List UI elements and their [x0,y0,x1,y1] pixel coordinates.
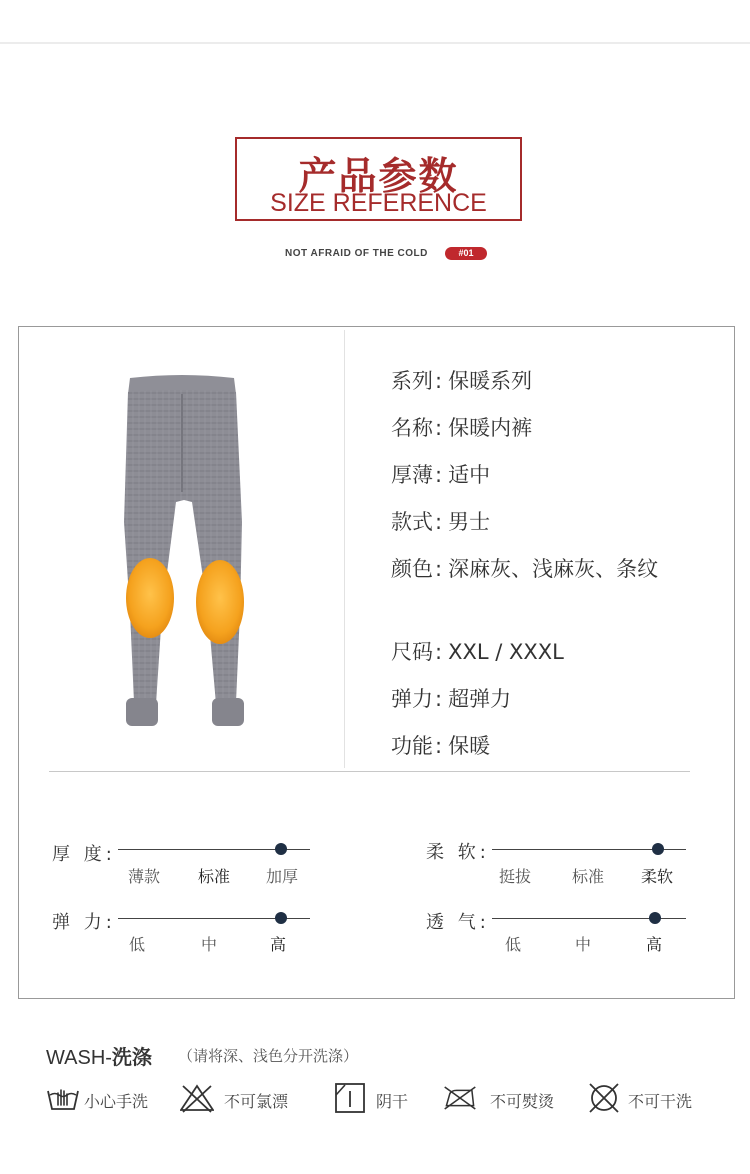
softness-option: 挺拔 [499,867,532,886]
shade-dry-icon [333,1083,367,1113]
no-dry-clean-label: 不可干洗 [628,1092,693,1111]
thickness-option: 加厚 [266,867,299,886]
breathability-option: 高 [646,935,663,954]
panel-horizontal-divider [49,771,690,772]
tag-badge: #01 [445,247,487,260]
spec-row-style: 款式: 男士 [391,510,491,534]
wash-title: WASH-洗涤 [46,1047,152,1069]
spec-row-color: 颜色: 深麻灰、浅麻灰、条纹 [391,557,659,581]
spec-row-thickness: 厚薄: 适中 [391,463,491,487]
elasticity-scale-label: 弹 力: [52,912,116,933]
page-subtitle: SIZE REFERENCE [270,189,487,217]
no-iron-icon [443,1083,477,1113]
thickness-option: 标准 [198,867,231,886]
spec-row-series: 系列: 保暖系列 [391,369,533,393]
no-bleach-icon [180,1083,214,1113]
softness-scale-label: 柔 软: [426,842,490,863]
breathability-option: 中 [575,935,592,954]
spec-row-function: 功能: 保暖 [391,734,491,758]
top-divider [0,42,750,44]
title-box [235,137,522,221]
thickness-scale-label: 厚 度: [52,844,116,865]
wash-note: （请将深、浅色分开洗涤） [178,1047,359,1065]
elasticity-option: 高 [270,935,287,954]
thickness-scale-marker [275,843,287,855]
no-dry-clean-icon [587,1083,621,1113]
shade-dry-label: 阴干 [376,1092,409,1111]
tagline: NOT AFRAID OF THE COLD [285,248,428,259]
page-title: 产品参数 [298,154,459,198]
softness-scale-marker [652,843,664,855]
softness-option: 标准 [572,867,605,886]
spec-row-size: 尺码: XXL / XXXL [391,640,564,664]
spec-row-name: 名称: 保暖内裤 [391,416,533,440]
elasticity-option: 中 [201,935,218,954]
elasticity-scale-marker [275,912,287,924]
spec-row-elasticity: 弹力: 超弹力 [391,687,512,711]
no-iron-label: 不可熨烫 [490,1092,555,1111]
softness-option: 柔软 [641,867,674,886]
hand-wash-label: 小心手洗 [84,1092,149,1111]
no-bleach-label: 不可氯漂 [224,1092,289,1111]
breathability-scale-label: 透 气: [426,912,490,933]
hand-wash-icon [46,1083,80,1113]
breathability-scale-marker [649,912,661,924]
panel-vertical-divider [344,330,345,768]
breathability-option: 低 [505,935,522,954]
product-image [112,372,262,732]
thickness-option: 薄款 [128,867,161,886]
elasticity-option: 低 [129,935,146,954]
